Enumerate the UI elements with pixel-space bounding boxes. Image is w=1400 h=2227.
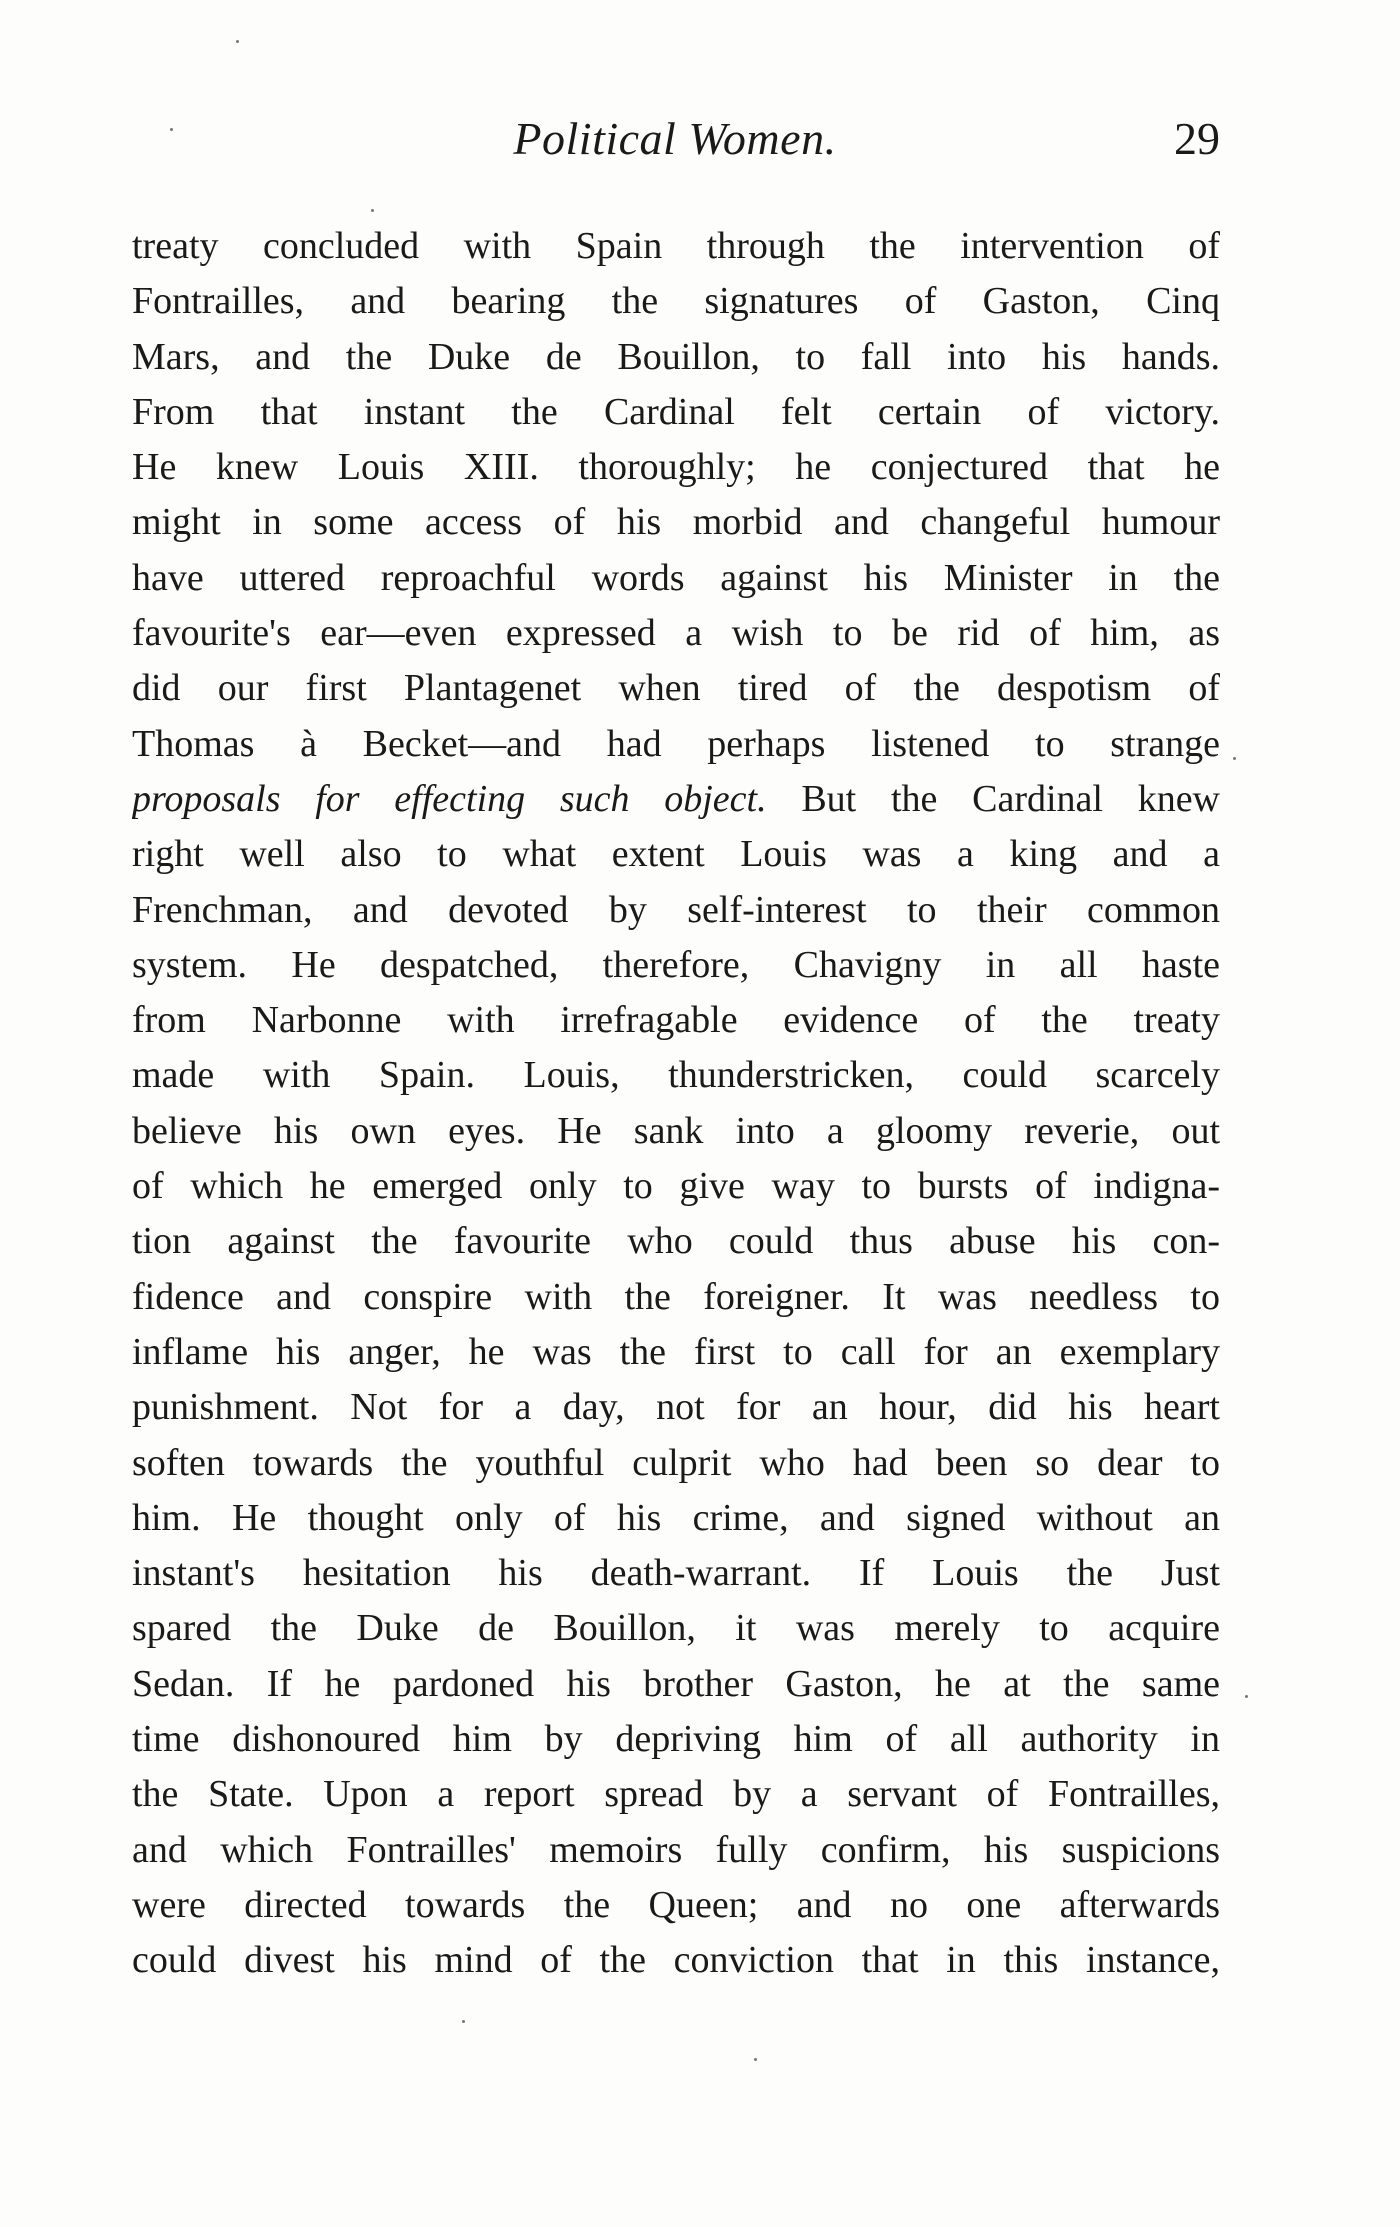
body-text <box>132 219 1220 1989</box>
paper-speck <box>170 128 173 131</box>
text-line: tion against the favourite who could thus abuse his con- <box>132 1220 1220 1263</box>
text-line: the State. Upon a report spread by a servant of Fontrailles, <box>132 1773 1220 1816</box>
text-line: might in some access of his morbid and changeful humour <box>132 501 1220 544</box>
text-line: soften towards the youthful culprit who had been so dear to <box>132 1441 1220 1484</box>
text-line <box>132 772 1220 827</box>
text-line: Sedan. If he pardoned his brother Gaston, he at the same <box>132 1662 1220 1705</box>
text-line: time dishonoured him by depriving him of all authority in <box>132 1718 1220 1761</box>
page-number: 29 <box>1174 113 1220 164</box>
text-line: Thomas à Becket—and had perhaps listened to strange <box>132 722 1220 765</box>
paper-speck <box>371 209 374 212</box>
text-line: from Narbonne with irrefragable evidence of the treaty <box>132 999 1220 1042</box>
text-line: and which Fontrailles' memoirs fully confirm, his suspicions <box>132 1828 1220 1871</box>
text-line: instant's hesitation his death-warrant. If Louis the Just <box>132 1552 1220 1595</box>
text-line: punishment. Not for a day, not for an hour, did his heart <box>132 1386 1220 1429</box>
text-line: Fontrailles, and bearing the signatures of Gaston, Cinq <box>132 280 1220 323</box>
text-line: believe his own eyes. He sank into a gloomy reverie, out <box>132 1109 1220 1152</box>
text-line: fidence and conspire with the foreigner. It was needless to <box>132 1275 1220 1318</box>
paper-speck <box>1233 757 1236 760</box>
italic-phrase: proposals for effecting such object. <box>132 777 767 820</box>
text-line: Frenchman, and devoted by self-interest to their common <box>132 888 1220 931</box>
text-line: right well also to what extent Louis was a king and a <box>132 833 1220 876</box>
text-line: him. He thought only of his crime, and signed without an <box>132 1496 1220 1539</box>
text-line: made with Spain. Louis, thunderstricken, could scarcely <box>132 1054 1220 1097</box>
text-line: He knew Louis XIII. thoroughly; he conjectured that he <box>132 446 1220 489</box>
text-line: did our first Plantagenet when tired of the despotism of <box>132 667 1220 710</box>
text-line: From that instant the Cardinal felt certain of victory. <box>132 390 1220 433</box>
paper-speck <box>236 40 239 43</box>
paper-speck <box>754 2058 757 2061</box>
text-line: treaty concluded with Spain through the intervention of <box>132 225 1220 267</box>
text-line: were directed towards the Queen; and no one afterwards <box>132 1883 1220 1926</box>
running-title: Political Women. <box>513 113 837 164</box>
text-line: spared the Duke de Bouillon, it was merely to acquire <box>132 1607 1220 1650</box>
text-line: have uttered reproachful words against his Minister in the <box>132 556 1220 599</box>
text-line: could divest his mind of the conviction that in this instance, <box>132 1939 1220 1982</box>
text-line: of which he emerged only to give way to bursts of indigna- <box>132 1165 1220 1208</box>
text-run: But the Cardinal knew <box>766 777 1220 820</box>
paper-speck <box>1245 1695 1248 1698</box>
paper-speck <box>462 2020 465 2023</box>
text-line: favourite's ear—even expressed a wish to be rid of him, as <box>132 612 1220 655</box>
text-line: inflame his anger, he was the first to call for an exemplary <box>132 1330 1220 1373</box>
text-line: system. He despatched, therefore, Chavigny in all haste <box>132 943 1220 986</box>
text-line: Mars, and the Duke de Bouillon, to fall into his hands. <box>132 335 1220 378</box>
running-head <box>130 112 1220 182</box>
